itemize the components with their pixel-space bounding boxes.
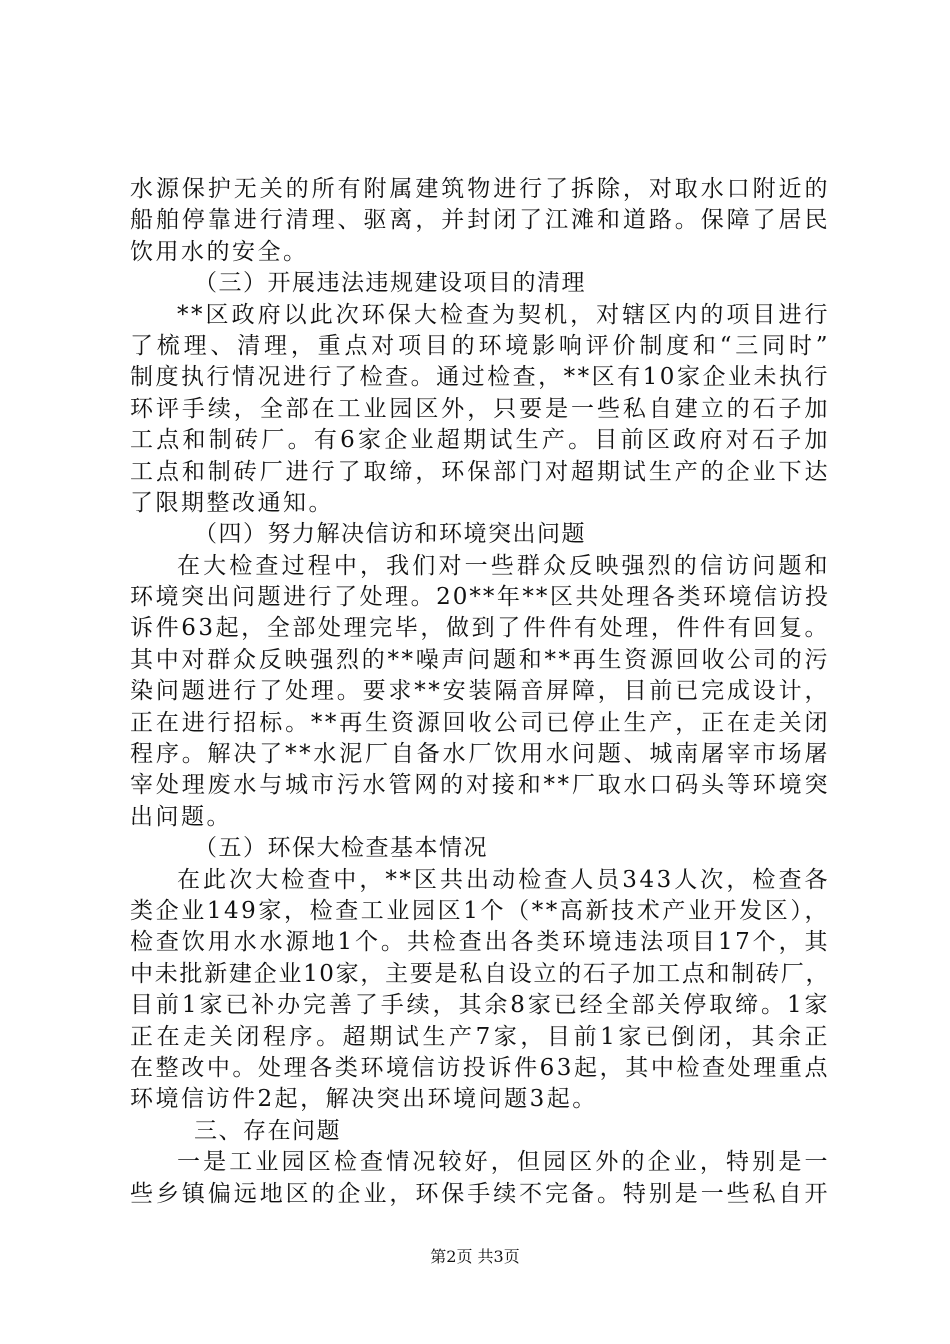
text-line: 饮用水的安全。 xyxy=(130,238,309,265)
section-heading-problems: 三、存在问题 xyxy=(194,1117,341,1144)
text-line: 在整改中。处理各类环境信访投诉件63起，其中检查处理重点 xyxy=(130,1054,830,1081)
text-line: 环评手续，全部在工业园区外，只要是一些私自建立的石子加 xyxy=(130,395,830,422)
body-text xyxy=(130,174,830,1210)
text-line: 诉件63起，全部处理完毕，做到了件件有处理，件件有回复。 xyxy=(130,615,830,642)
text-line: 环境信访件2起，解决突出环境问题3起。 xyxy=(130,1086,598,1113)
text-line: 目前1家已补办完善了手续，其余8家已经全部关停取缔。1家 xyxy=(130,992,830,1019)
text-line: 水源保护无关的所有附属建筑物进行了拆除，对取水口附近的 xyxy=(130,176,830,202)
text-line: 船舶停靠进行清理、驱离，并封闭了江滩和道路。保障了居民 xyxy=(130,207,830,234)
text-line: 工点和制砖厂进行了取缔，环保部门对超期试生产的企业下达 xyxy=(130,458,830,485)
text-line: 中未批新建企业10家，主要是私自设立的石子加工点和制砖厂， xyxy=(130,960,830,987)
text-line: 在大检查过程中，我们对一些群众反映强烈的信访问题和 xyxy=(177,552,830,579)
text-line: 正在进行招标。**再生资源回收公司已停止生产，正在走关闭 xyxy=(130,709,830,736)
text-line: 类企业149家，检查工业园区1个（**高新技术产业开发区）， xyxy=(130,897,830,924)
text-line: 出问题。 xyxy=(130,803,232,830)
text-line: 宰处理废水与城市污水管网的对接和**厂取水口码头等环境突 xyxy=(130,772,830,799)
text-line: 在此次大检查中，**区共出动检查人员343人次，检查各 xyxy=(177,866,830,893)
text-line: 了限期整改通知。 xyxy=(130,489,334,516)
text-line: **区政府以此次环保大检查为契机，对辖区内的项目进行 xyxy=(177,301,830,328)
text-line: 检查饮用水水源地1个。共检查出各类环境违法项目17个，其 xyxy=(130,929,830,956)
text-line: 制度执行情况进行了检查。通过检查，**区有10家企业未执行 xyxy=(130,364,830,391)
text-line: 程序。解决了**水泥厂自备水厂饮用水问题、城南屠宰市场屠 xyxy=(130,741,830,768)
text-line: 染问题进行了处理。要求**安装隔音屏障，目前已完成设计， xyxy=(130,678,830,705)
page-footer: 第2页 共3页 xyxy=(430,1247,520,1266)
text-line: 工点和制砖厂。有6家企业超期试生产。目前区政府对石子加 xyxy=(130,427,830,454)
text-line: 了梳理、清理，重点对项目的环境影响评价制度和“三同时” xyxy=(130,332,830,359)
text-line: 环境突出问题进行了处理。20**年**区共处理各类环境信访投 xyxy=(130,584,830,611)
text-line: 正在走关闭程序。超期试生产7家，目前1家已倒闭，其余正 xyxy=(130,1023,830,1050)
text-line: 其中对群众反映强烈的**噪声问题和**再生资源回收公司的污 xyxy=(130,646,830,673)
text-line: 些乡镇偏远地区的企业，环保手续不完备。特别是一些私自开 xyxy=(130,1180,830,1207)
section-heading-5: （五）环保大检查基本情况 xyxy=(194,835,488,862)
section-heading-4: （四）努力解决信访和环境突出问题 xyxy=(194,521,586,548)
text-line: 一是工业园区检查情况较好，但园区外的企业，特别是一 xyxy=(177,1149,830,1176)
section-heading-3: （三）开展违法违规建设项目的清理 xyxy=(194,270,586,297)
